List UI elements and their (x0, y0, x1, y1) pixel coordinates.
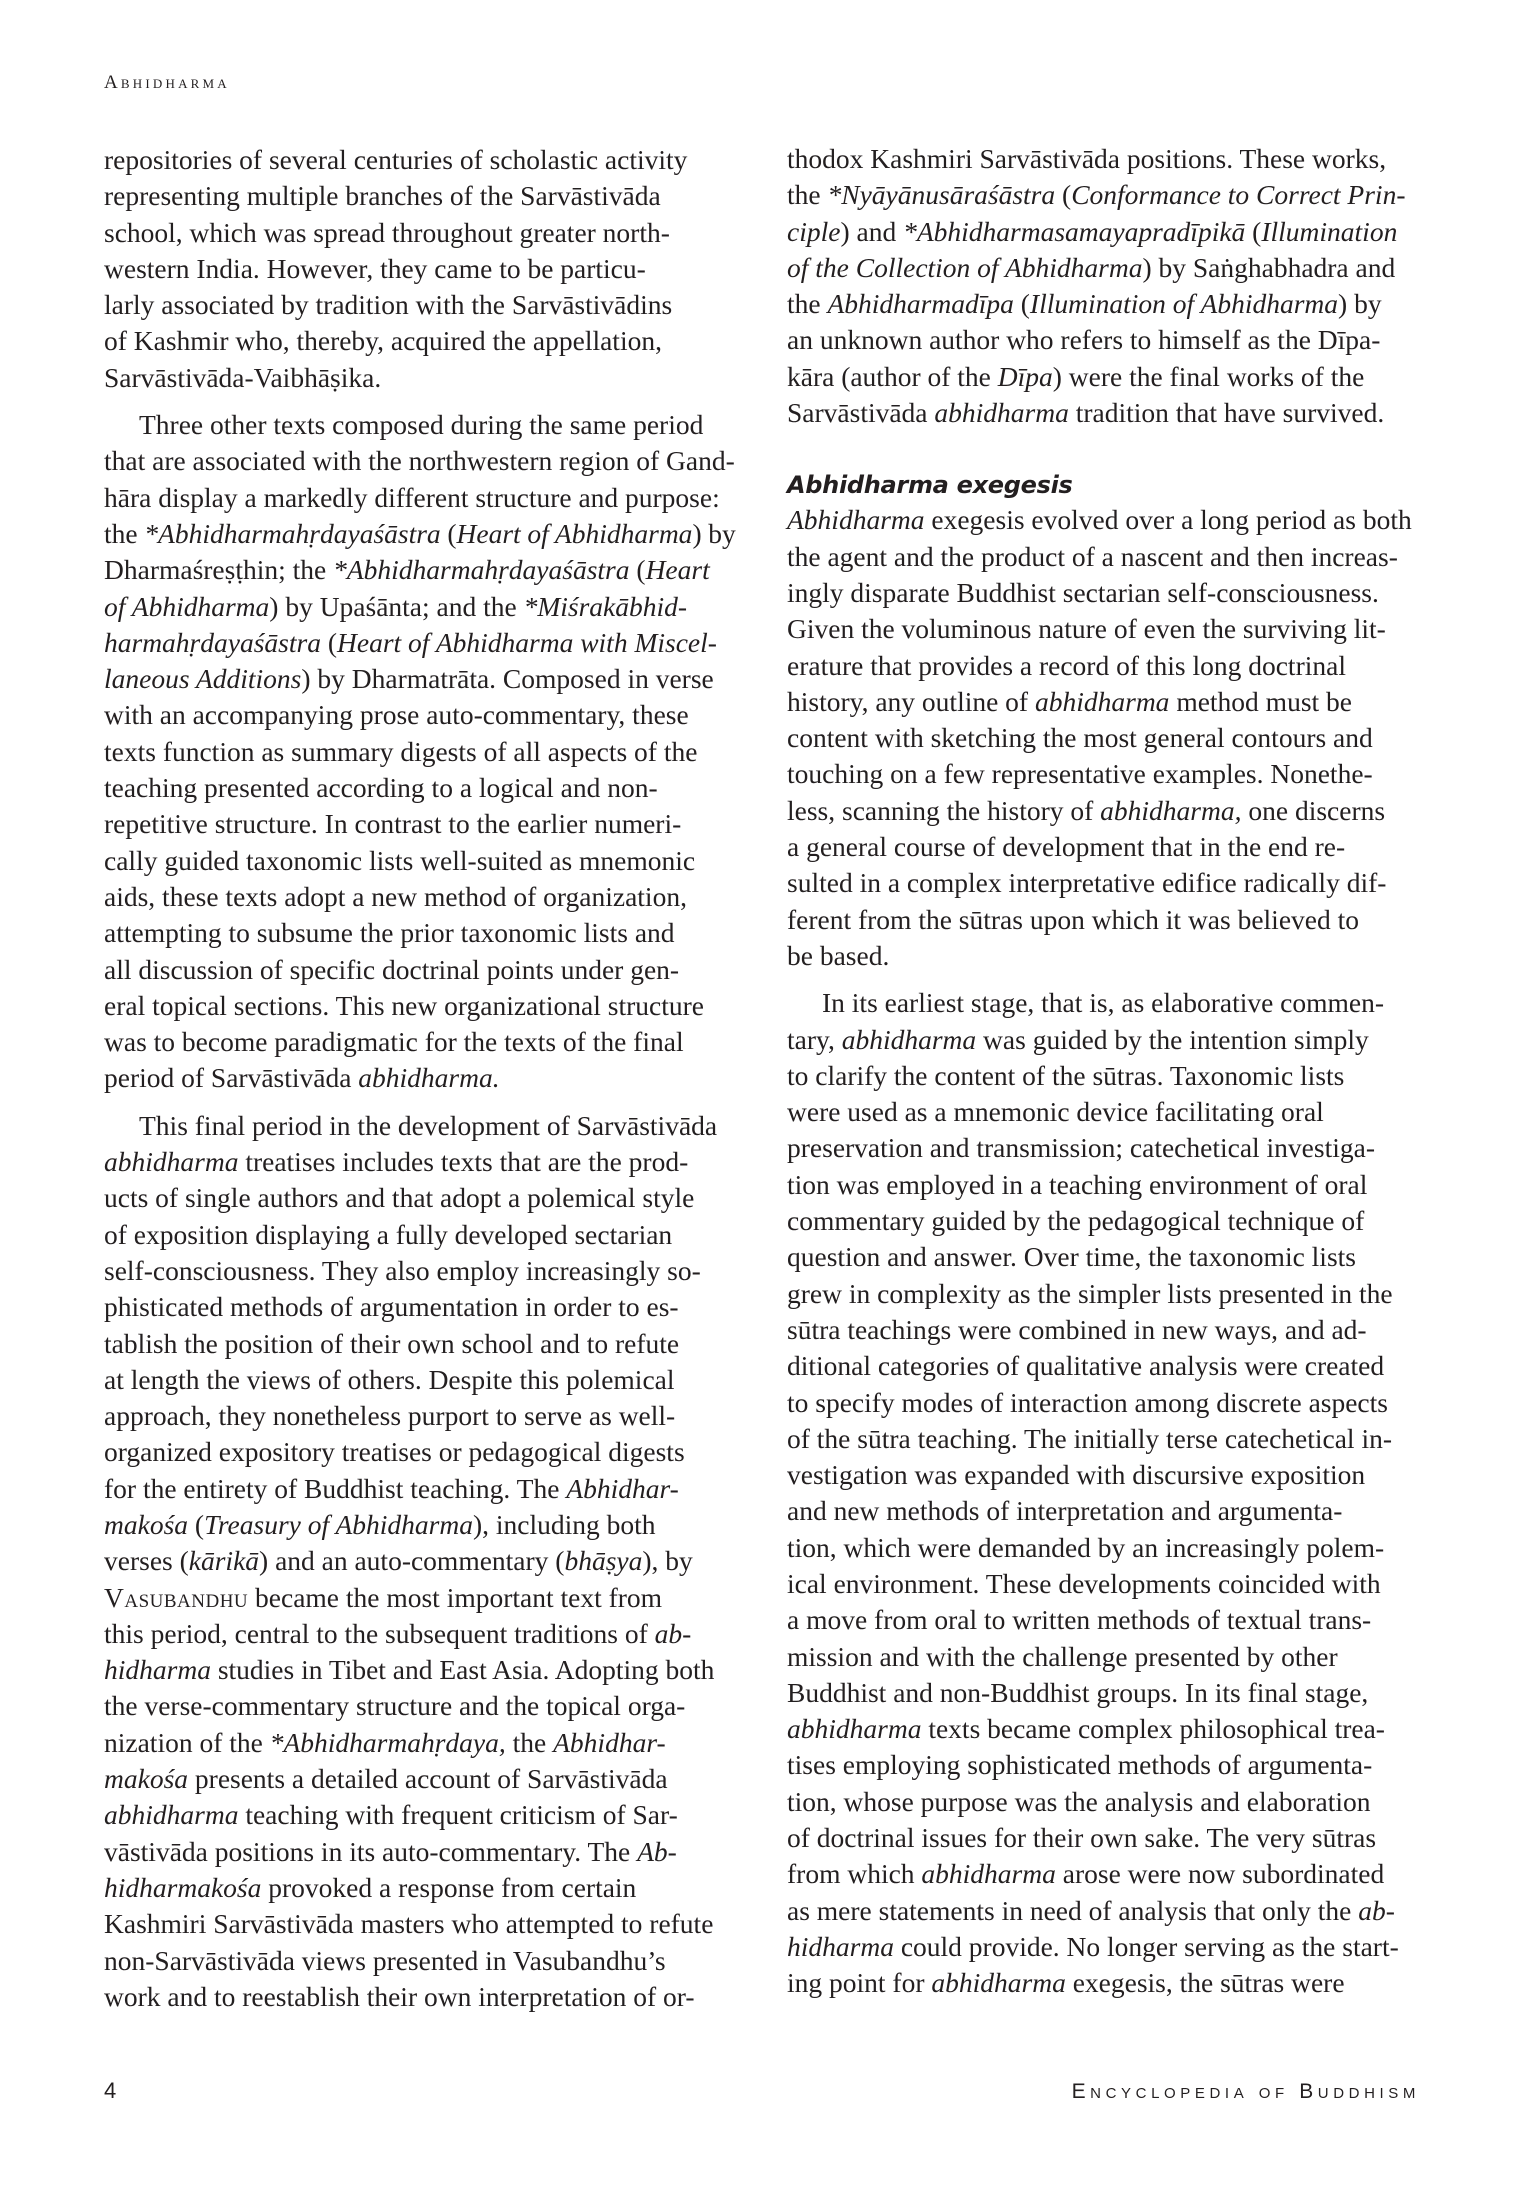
italic-run: Heart (645, 554, 710, 586)
italic-run: ab- (654, 1617, 692, 1649)
text-run: ) by (1338, 288, 1382, 320)
italic-run: hidharma (104, 1654, 211, 1686)
text-line (104, 287, 736, 323)
italic-run: Treasury of Abhidharma (204, 1508, 473, 1540)
text-run: ucts of single authors and that adopt a polemical style (104, 1182, 695, 1214)
text-line (787, 684, 1420, 720)
text-run: period of Sarvāstivāda (104, 1062, 359, 1094)
text-line (104, 1870, 736, 1906)
text-run: Three other texts composed during the same period (139, 409, 704, 441)
italic-run: kārikā (188, 1545, 260, 1577)
text-run: ingly disparate Buddhist sectarian self-consciousness. (787, 576, 1379, 608)
text-line (104, 1398, 736, 1434)
text-line (787, 611, 1420, 647)
italic-run: abhidharma. (358, 1062, 500, 1094)
text-run: for the entirety of Buddhist teaching. The (104, 1472, 567, 1504)
italic-run: hidharma (787, 1930, 894, 1962)
italic-run: harmahṛdayaśāstra (104, 626, 321, 658)
text-run: ( (440, 517, 457, 549)
text-run: tradition that have survived. (1068, 397, 1385, 429)
text-line (787, 1784, 1420, 1820)
text-line (787, 177, 1420, 213)
text-run: of doctrinal issues for their own sake. The very sūtras (787, 1822, 1377, 1854)
text-run: less, scanning the history of (787, 794, 1101, 826)
text-line (104, 142, 736, 178)
italic-run: Abhidhar- (553, 1726, 666, 1758)
text-line (104, 1616, 736, 1652)
text-line (787, 1348, 1420, 1384)
paragraph (104, 407, 736, 1097)
text-line (787, 1965, 1420, 2001)
italic-run: *Miśrakābhid- (523, 590, 688, 622)
text-line (787, 1385, 1420, 1421)
text-run: the (104, 517, 145, 549)
text-line (104, 215, 736, 251)
text-line (104, 1688, 736, 1724)
text-run: the verse-commentary structure and the topical orga- (104, 1690, 686, 1722)
text-run: of exposition displaying a fully developed sectarian (104, 1218, 673, 1250)
paragraph (104, 1108, 736, 2015)
text-run: ), by (642, 1545, 693, 1577)
text-run: became the most important text from (248, 1581, 663, 1613)
text-run: teaching presented according to a logical and non- (104, 772, 658, 804)
text-line (787, 1276, 1420, 1312)
text-run: attempting to subsume the prior taxonomic lists and (104, 917, 675, 949)
text-run: presents a detailed account of Sarvāstivāda (188, 1763, 668, 1795)
text-run: was guided by the intention simply (976, 1023, 1369, 1055)
text-run: hāra display a markedly different structure and purpose: (104, 481, 720, 513)
text-run: tion, which were demanded by an increasingly polem- (787, 1531, 1385, 1563)
text-line (787, 214, 1420, 250)
text-line (104, 1024, 736, 1060)
text-line (787, 539, 1420, 575)
text-run: vestigation was expanded with discursive exposition (787, 1459, 1366, 1491)
text-line (104, 1580, 736, 1616)
text-line (787, 1312, 1420, 1348)
text-run: tablish the position of their own school and to refute (104, 1327, 680, 1359)
text-run: tion was employed in a teaching environment of oral (787, 1168, 1368, 1200)
text-run: all discussion of specific doctrinal points under gen- (104, 953, 680, 985)
text-line (104, 552, 736, 588)
text-line (104, 1979, 736, 2015)
paragraph (787, 141, 1420, 431)
italic-run: abhidharma (934, 397, 1069, 429)
text-run: were used as a mnemonic device facilitating oral (787, 1096, 1324, 1128)
section-heading-text: exegesis (948, 471, 1073, 500)
text-run: thodox Kashmiri Sarvāstivāda positions. These works, (787, 143, 1387, 174)
text-line (787, 1820, 1420, 1856)
text-line (104, 1725, 736, 1761)
text-run: repositories of several centuries of scholastic activity (104, 144, 688, 175)
text-line (787, 756, 1420, 792)
text-line (787, 1602, 1420, 1638)
text-run: representing multiple branches of the Sarvāstivāda (104, 180, 661, 212)
italic-run: abhidharma (931, 1967, 1066, 1999)
text-line (104, 843, 736, 879)
italic-run: ciple (787, 215, 841, 247)
text-run: Dharmaśreṣṭhin; the (104, 554, 334, 586)
text-run: a general course of development that in the end re- (787, 831, 1346, 863)
italic-run: Ab- (637, 1835, 677, 1867)
text-line (104, 480, 736, 516)
text-run: cally guided taxonomic lists well-suited as mnemonic (104, 844, 696, 876)
text-line (104, 1652, 736, 1688)
text-line (104, 988, 736, 1024)
italic-run: Abhidharmadīpa (827, 288, 1014, 320)
text-line (104, 1253, 736, 1289)
text-run: that are associated with the northwestern region of Gand- (104, 445, 735, 477)
text-line (787, 1929, 1420, 1965)
text-line (104, 1144, 736, 1180)
text-line (104, 1507, 736, 1543)
text-run: and new methods of interpretation and argumenta- (787, 1495, 1343, 1527)
text-run: the agent and the product of a nascent and then increas- (787, 540, 1398, 572)
italic-run: Illumination of Abhidharma (1029, 288, 1339, 320)
text-line (787, 1239, 1420, 1275)
text-run: ( (1013, 288, 1030, 320)
text-run: Buddhist and non-Buddhist groups. In its final stage, (787, 1676, 1369, 1708)
text-line (787, 1711, 1420, 1747)
right-column (787, 141, 1420, 2013)
text-line (787, 395, 1420, 431)
text-run: to specify modes of interaction among discrete aspects (787, 1386, 1388, 1418)
text-run: school, which was spread throughout greater north- (104, 216, 670, 248)
italic-run: ab- (1358, 1894, 1395, 1926)
text-line (104, 625, 736, 661)
text-run: an unknown author who refers to himself as the Dīpa- (787, 324, 1381, 356)
text-line (787, 1457, 1420, 1493)
text-run: vāstivāda positions in its auto-commentary. The (104, 1835, 638, 1867)
text-run: tion, whose purpose was the analysis and elaboration (787, 1785, 1371, 1817)
text-run: studies in Tibet and East Asia. Adopting both (210, 1654, 715, 1686)
text-line (104, 1362, 736, 1398)
text-run: grew in complexity as the simpler lists presented in the (787, 1277, 1393, 1309)
text-line (787, 648, 1420, 684)
text-run: In its earliest stage, that is, as elaborative commen- (822, 987, 1385, 1019)
text-run: ferent from the sūtras upon which it was believed to (787, 903, 1359, 935)
text-run: ( (188, 1508, 205, 1540)
text-run: This final period in the development of Sarvāstivāda (139, 1109, 718, 1141)
text-run: texts became complex philosophical trea- (921, 1713, 1385, 1745)
text-run: self-consciousness. They also employ increasingly so- (104, 1254, 701, 1286)
italic-run: abhidharma (841, 1023, 977, 1055)
text-run: ing point for (787, 1967, 932, 1999)
text-line (787, 1856, 1420, 1892)
text-run: ( (629, 554, 646, 586)
text-run: erature that provides a record of this long doctrinal (787, 649, 1346, 681)
text-run: this period, central to the subsequent traditions of (104, 1617, 655, 1649)
text-run: to clarify the content of the sūtras. Taxonomic lists (787, 1059, 1345, 1091)
text-run: larly associated by tradition with the Sarvāstivādins (104, 289, 673, 321)
text-run: content with sketching the most general contours and (787, 722, 1373, 754)
text-run: treatises includes texts that are the prod- (238, 1146, 689, 1178)
text-run: tary, (787, 1023, 842, 1055)
text-line (104, 697, 736, 733)
text-line (787, 1167, 1420, 1203)
text-run: of the sūtra teaching. The initially terse catechetical in- (787, 1422, 1392, 1454)
italic-run: Heart of Abhidharma with Miscel- (337, 626, 717, 658)
text-run: phisticated methods of argumentation in order to es- (104, 1291, 679, 1323)
text-run: sūtra teachings were combined in new ways, and ad- (787, 1313, 1367, 1345)
text-run: with an accompanying prose auto-commentary, these (104, 699, 689, 731)
text-run: ) and (840, 215, 904, 247)
italic-run: *Abhidharmahṛdayaśāstra (333, 554, 630, 586)
text-line (104, 1326, 736, 1362)
text-run: ) and an auto-commentary ( (259, 1545, 565, 1577)
text-run: Sarvāstivāda (787, 397, 935, 429)
text-run: exegesis, the sūtras were (1065, 1967, 1345, 1999)
text-run: commentary guided by the pedagogical technique of (787, 1205, 1365, 1237)
text-run: approach, they nonetheless purport to serve as well- (104, 1400, 676, 1432)
text-run: non-Sarvāstivāda views presented in Vasubandhu’s (104, 1944, 666, 1976)
text-run: nization of the (104, 1726, 270, 1758)
italic-run: Conformance to Correct Prin- (1071, 179, 1406, 211)
text-line (104, 1471, 736, 1507)
text-run: verses ( (104, 1545, 189, 1577)
text-line (104, 806, 736, 842)
section-heading (787, 468, 1420, 502)
text-line (104, 1906, 736, 1942)
text-run: history, any outline of (787, 685, 1035, 717)
text-line (104, 1797, 736, 1833)
text-line (104, 1834, 736, 1870)
text-line (104, 1543, 736, 1579)
text-line (104, 360, 736, 396)
text-line (104, 734, 736, 770)
text-line (104, 407, 736, 443)
text-run: Sarvāstivāda-Vaibhāṣika. (104, 361, 382, 393)
italic-run: bhāṣya (564, 1545, 643, 1577)
text-run: mission and with the challenge presented by other (787, 1640, 1338, 1672)
text-line (787, 720, 1420, 756)
text-line (787, 1421, 1420, 1457)
italic-run: *Abhidharmahṛdaya, (269, 1726, 506, 1758)
text-run: ical environment. These developments coincided with (787, 1567, 1381, 1599)
text-line (104, 1180, 736, 1216)
text-line (787, 141, 1420, 177)
text-line (104, 915, 736, 951)
italic-run: *Nyāyānusāraśāstra (827, 179, 1056, 211)
text-run: tises employing sophisticated methods of argumenta- (787, 1749, 1373, 1781)
small-caps-run[interactable]: Vasubandhu (104, 1581, 249, 1613)
text-line (104, 1761, 736, 1797)
text-line (104, 1060, 736, 1096)
text-line (787, 1566, 1420, 1602)
text-run: teaching with frequent criticism of Sar- (238, 1799, 678, 1831)
text-line (787, 250, 1420, 286)
text-run: as mere statements in need of analysis that only the (787, 1894, 1359, 1926)
italic-run: abhidharma (1034, 685, 1170, 717)
text-run: from which (787, 1858, 922, 1890)
text-line (104, 1943, 736, 1979)
italic-run: abhidharma, (1100, 794, 1242, 826)
page-number: 4 (104, 2078, 117, 2103)
text-run: preservation and transmission; catechetical investiga- (787, 1132, 1375, 1164)
text-run: at length the views of others. Despite this polemical (104, 1363, 675, 1395)
text-run: organized expository treatises or pedagogical digests (104, 1436, 685, 1468)
text-line (104, 323, 736, 359)
text-run: repetitive structure. In contrast to the earlier numeri- (104, 808, 682, 840)
italic-run: of the Collection of Abhidharma (787, 251, 1143, 283)
text-line (787, 1022, 1420, 1058)
italic-run: abhidharma (104, 1146, 239, 1178)
italic-run: abhidharma (787, 1713, 922, 1745)
left-column (104, 142, 736, 2026)
text-line (787, 1058, 1420, 1094)
text-line (104, 1108, 736, 1144)
text-run: Kashmiri Sarvāstivāda masters who attempted to refute (104, 1908, 714, 1940)
text-line (787, 1530, 1420, 1566)
text-line (104, 1217, 736, 1253)
text-run: kāra (author of the (787, 360, 998, 392)
italic-run: *Abhidharmahṛdayaśāstra (144, 517, 441, 549)
text-run: could provide. No longer serving as the start- (893, 1930, 1399, 1962)
running-head: Abhidharma (104, 72, 230, 93)
text-line (787, 359, 1420, 395)
italic-run: laneous Additions (104, 663, 302, 695)
text-run: the (787, 288, 828, 320)
text-line (787, 1493, 1420, 1529)
text-run: one discerns (1241, 794, 1386, 826)
paragraph (104, 142, 736, 396)
text-line (787, 865, 1420, 901)
text-run: method must be (1169, 685, 1352, 717)
text-line (787, 1747, 1420, 1783)
paragraph (787, 985, 1420, 2001)
text-line (787, 502, 1420, 538)
text-run: sulted in a complex interpretative edifice radically dif- (787, 867, 1387, 899)
text-run: ( (1055, 179, 1072, 211)
text-run: ), including both (473, 1508, 656, 1540)
text-line (104, 1289, 736, 1325)
text-line (104, 589, 736, 625)
text-line (787, 829, 1420, 865)
text-line (104, 770, 736, 806)
text-run: ditional categories of qualitative analysis were created (787, 1350, 1385, 1382)
text-line (104, 952, 736, 988)
text-line (104, 251, 736, 287)
italic-run: hidharmakośa (104, 1871, 262, 1903)
italic-run: abhidharma (104, 1799, 239, 1831)
text-line (104, 516, 736, 552)
text-run: provoked a response from certain (261, 1871, 637, 1903)
text-run: question and answer. Over time, the taxonomic lists (787, 1241, 1356, 1273)
text-line (787, 902, 1420, 938)
text-line (787, 1130, 1420, 1166)
text-run: texts function as summary digests of all aspects of the (104, 735, 698, 767)
italic-run: abhidharma (921, 1858, 1056, 1890)
italic-run: of Abhidharma (104, 590, 270, 622)
italic-run: Abhidharma (787, 504, 925, 536)
text-line (787, 793, 1420, 829)
text-run: was to become paradigmatic for the texts of the final (104, 1026, 684, 1058)
text-run: Given the voluminous nature of even the surviving lit- (787, 613, 1386, 645)
text-line (787, 938, 1420, 974)
text-run: ( (320, 626, 338, 658)
italic-run: Dīpa (997, 360, 1053, 392)
italic-run: makośa (104, 1508, 189, 1540)
text-line (104, 178, 736, 214)
text-run: eral topical sections. This new organizational structure (104, 989, 704, 1021)
text-line (104, 1434, 736, 1470)
italic-run: Illumination (1261, 215, 1398, 247)
text-run: ( (1245, 215, 1262, 247)
text-line (787, 1639, 1420, 1675)
text-run: ) by Dharmatrāta. Composed in verse (301, 663, 714, 695)
text-line (104, 879, 736, 915)
text-line (787, 1893, 1420, 1929)
text-line (787, 322, 1420, 358)
text-run: a move from oral to written methods of textual trans- (787, 1604, 1372, 1636)
text-line (787, 1094, 1420, 1130)
italic-run: *Abhidharmasamayapradīpikā (903, 215, 1246, 247)
text-line (787, 286, 1420, 322)
text-line (104, 443, 736, 479)
text-line (104, 661, 736, 697)
text-run: work and to reestablish their own interpretation of or- (104, 1980, 695, 2012)
text-line (787, 985, 1420, 1021)
publication-title: Encyclopedia of Buddhism (1071, 2080, 1420, 2103)
text-line (787, 575, 1420, 611)
text-line (787, 1675, 1420, 1711)
text-run: western India. However, they came to be particu- (104, 252, 646, 284)
text-run: ) by (692, 517, 736, 549)
text-line (787, 1203, 1420, 1239)
italic-run: makośa (104, 1763, 189, 1795)
text-run: the (505, 1726, 554, 1758)
text-run: touching on a few representative examples. Nonethe- (787, 758, 1373, 790)
section-heading-italic: Abhidharma (787, 471, 949, 500)
text-run: ) were the final works of the (1052, 360, 1365, 392)
text-run: arose were now subordinated (1055, 1858, 1385, 1890)
italic-run: Heart of Abhidharma (456, 517, 693, 549)
text-run: ) by Saṅghabhadra and (1142, 251, 1396, 283)
text-run: the (787, 179, 828, 211)
text-run: of Kashmir who, thereby, acquired the appellation, (104, 325, 662, 357)
paragraph (787, 502, 1420, 974)
text-run: exegesis evolved over a long period as both (924, 504, 1412, 536)
italic-run: Abhidhar- (566, 1472, 679, 1504)
text-run: aids, these texts adopt a new method of organization, (104, 880, 687, 912)
text-run: ) by Upaśānta; and the (269, 590, 524, 622)
text-run: be based. (787, 939, 890, 971)
